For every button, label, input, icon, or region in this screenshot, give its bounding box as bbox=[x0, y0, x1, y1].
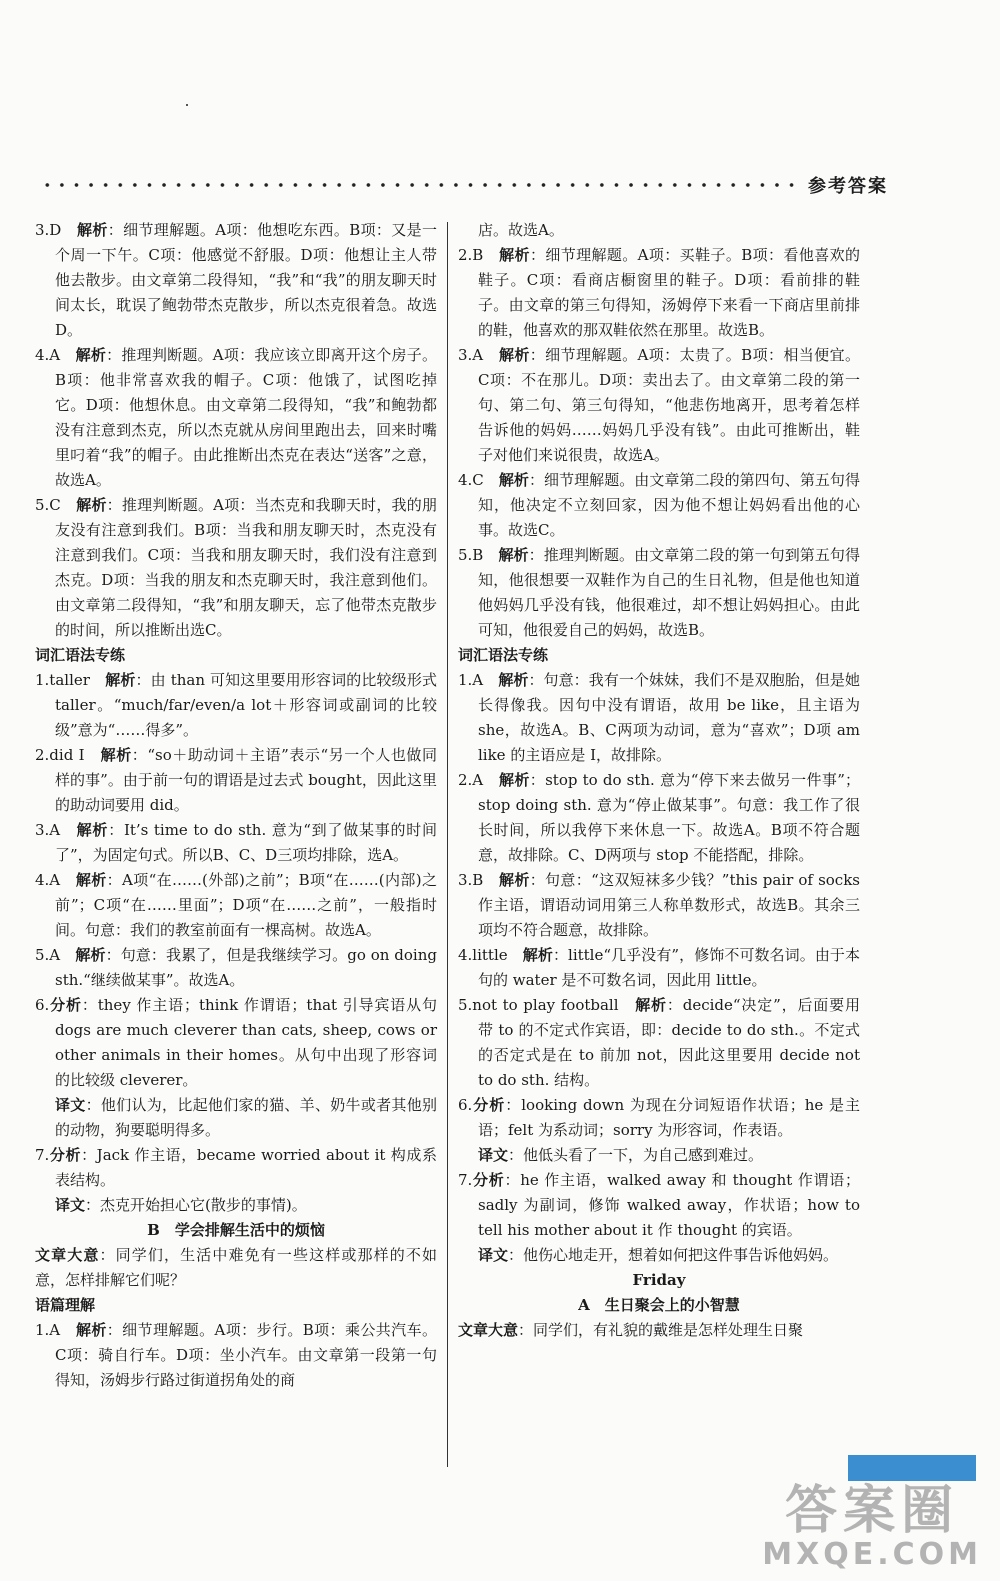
section-heading: 语篇理解 bbox=[35, 1296, 96, 1314]
main-idea: 文章大意：同学们，生活中难免有一些这样或那样的不如意，怎样排解它们呢？ bbox=[35, 1246, 437, 1289]
page-number-tab bbox=[848, 1455, 976, 1481]
section-title: A 生日聚会上的小智慧 bbox=[578, 1296, 740, 1314]
watermark-url: MXQE.COM bbox=[762, 1537, 982, 1572]
continued-text: 店。故选A。 bbox=[478, 221, 564, 239]
answer-item: 3.B 解析：句意：“这双短袜多少钱？”this pair of socks 作主语，谓语动词用第三人称单数形式，故选B。其余三项均不符合题意，故排除。 bbox=[458, 871, 860, 939]
answer-item: 1.A 解析：细节理解题。A项：步行。B项：乘公共汽车。C项：骑自行车。D项：坐小汽车。由文章第一段第一句得知，汤姆步行路过街道拐角处的商 bbox=[35, 1321, 437, 1389]
watermark-logo-text: 答案圈 bbox=[785, 1481, 960, 1541]
analysis-item: 6.分析：they 作主语；think 作谓语；that 引导宾语从句 dogs are much cleverer than cats, sheep, cows or other animals in their homes。从句中出现了形容词的比较级 cleverer。 bbox=[35, 996, 437, 1089]
answer-item: 5.B 解析：推理判断题。由文章第二段的第一句到第五句得知，他很想要一双鞋作为自己的生日礼物，但是他也知道他妈妈几乎没有钱，他很难过，却不想让妈妈担心。由此可知，他很爱自己的妈妈，故选B。 bbox=[458, 546, 860, 639]
answer-item: 2.did I 解析：“so＋助动词＋主语”表示“另一个人也做同样的事”。由于前一句的谓语是过去式 bought，因此这里的助动词要用 did。 bbox=[35, 746, 437, 814]
section-title: B 学会排解生活中的烦恼 bbox=[147, 1221, 325, 1239]
answer-item: 3.A 解析：It’s time to do sth. 意为“到了做某事的时间了”，为固定句式。所以B、C、D三项均排除，选A。 bbox=[35, 821, 437, 864]
answer-item: 4.C 解析：细节理解题。由文章第二段的第四句、第五句得知，他决定不立刻回家，因为他不想让妈妈看出他的心事。故选C。 bbox=[458, 471, 860, 539]
analysis-item: 7.分析：Jack 作主语，became worried about it 构成系表结构。 bbox=[35, 1146, 437, 1189]
answer-item: 1.A 解析：句意：我有一个妹妹，我们不是双胞胎，但是她长得像我。因句中没有谓语，故用 be like，且主语为 she，故选A。B、C两项为动词，意为“喜欢”；D项 am like 的主语应是 I，故排除。 bbox=[458, 671, 860, 764]
translation: 译文：杰克开始担心它(散步的事情)。 bbox=[55, 1196, 307, 1214]
header-dotted-rule bbox=[40, 180, 800, 190]
left-column bbox=[35, 218, 437, 1393]
answer-item: 3.A 解析：细节理解题。A项：太贵了。B项：相当便宜。C项：不在那儿。D项：卖出去了。由文章第二段的第一句、第二句、第三句得知，“他悲伤地离开，思考着怎样告诉他的妈妈……妈妈几乎没有钱”。由此可推断出，鞋子对他们来说很贵，故选A。 bbox=[458, 346, 860, 464]
answer-item: 4.A 解析：A项“在……(外部)之前”；B项“在……(内部)之前”；C项“在……里面”；D项“在……之前”，一般指时间。句意：我们的教室前面有一棵高树。故选A。 bbox=[35, 871, 437, 939]
section-heading: 词汇语法专练 bbox=[35, 646, 126, 664]
main-idea: 文章大意：同学们，有礼貌的戴维是怎样处理生日聚 bbox=[458, 1321, 804, 1339]
answer-item: 4.A 解析：推理判断题。A项：我应该立即离开这个房子。B项：他非常喜欢我的帽子。C项：他饿了，试图吃掉它。D项：他想休息。由文章第二段得知，“我”和鲍勃都没有注意到杰克，所以杰克就从房间里跑出去，回来时嘴里叼着“我”的帽子。由此推断出杰克在表达“送客”之意，故选A。 bbox=[35, 346, 437, 489]
translation: 译文：他伤心地走开，想着如何把这件事告诉他妈妈。 bbox=[478, 1246, 839, 1264]
watermark bbox=[762, 1483, 982, 1571]
right-column bbox=[458, 218, 860, 1343]
analysis-item: 7.分析：he 作主语，walked away 和 thought 作谓语；sadly 为副词，修饰 walked away，作状语；how to tell his mother about it 作 thought 的宾语。 bbox=[458, 1171, 860, 1239]
translation: 译文：他低头看了一下，为自己感到难过。 bbox=[478, 1146, 764, 1164]
answer-item: 5.C 解析：推理判断题。A项：当杰克和我聊天时，我的朋友没有注意到我们。B项：当我和朋友聊天时，杰克没有注意到我们。C项：当我和朋友聊天时，我们没有注意到杰克。D项：当我的朋友和杰克聊天时，我注意到他们。由文章第二段得知，“我”和朋友聊天，忘了他带杰克散步的时间，所以推断出选C。 bbox=[35, 496, 437, 639]
answer-item: 4.little 解析：little“几乎没有”，修饰不可数名词。由于本句的 water 是不可数名词，因此用 little。 bbox=[458, 946, 860, 989]
translation: 译文：他们认为，比起他们家的猫、羊、奶牛或者其他别的动物，狗要聪明得多。 bbox=[55, 1096, 437, 1139]
answer-item: 2.A 解析：stop to do sth. 意为“停下来去做另一件事”；stop doing sth. 意为“停止做某事”。句意：我工作了很长时间，所以我停下来休息一下。故选A。B项不符合题意，故排除。C、D两项与 stop 不能搭配，排除。 bbox=[458, 771, 860, 864]
day-heading: Friday bbox=[632, 1271, 686, 1289]
analysis-item: 6.分析：looking down 为现在分词短语作状语；he 是主语；felt 为系动词；sorry 为形容词，作表语。 bbox=[458, 1096, 860, 1139]
column-divider bbox=[447, 222, 448, 1467]
answer-item: 2.B 解析：细节理解题。A项：买鞋子。B项：看他喜欢的鞋子。C项：看商店橱窗里的鞋子。D项：看前排的鞋子。由文章的第三句得知，汤姆停下来看一下商店里前排的鞋，他喜欢的那双鞋依然在那里。故选B。 bbox=[458, 246, 860, 339]
section-heading: 词汇语法专练 bbox=[458, 646, 549, 664]
answer-item: 5.A 解析：句意：我累了，但是我继续学习。go on doing sth.“继续做某事”。故选A。 bbox=[35, 946, 437, 989]
answer-item: 3.D 解析：细节理解题。A项：他想吃东西。B项：又是一个周一下午。C项：他感觉不舒服。D项：他想让主人带他去散步。由文章第二段得知，“我”和“我”的朋友聊天时间太长，耽误了鲍勃带杰克散步，所以杰克很着急。故选D。 bbox=[35, 221, 437, 339]
answer-item: 1.taller 解析：由 than 可知这里要用形容词的比较级形式 taller。“much/far/even/a lot＋形容词或副词的比较级”意为“……得多”。 bbox=[35, 671, 437, 739]
answer-item: 5.not to play football 解析：decide“决定”，后面要用带 to 的不定式作宾语，即：decide to do sth.。不定式的否定式是在 to 前加 not，因此这里要用 decide not to do sth. 结构。 bbox=[458, 996, 860, 1089]
stray-mark bbox=[186, 104, 188, 106]
page-title: 参考答案 bbox=[808, 176, 888, 197]
